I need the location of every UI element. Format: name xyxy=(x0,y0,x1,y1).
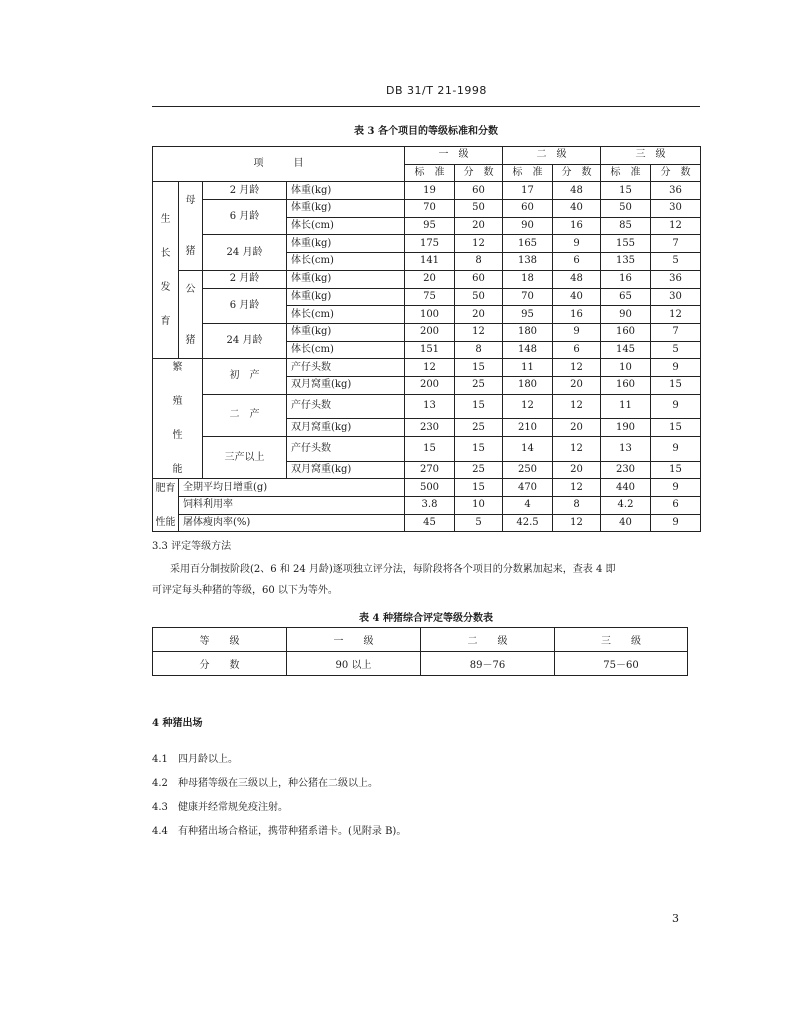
clause-number: 4.3 xyxy=(152,802,168,813)
grade1-score: 90 以上 xyxy=(287,652,421,676)
value-cell: 8 xyxy=(455,253,503,271)
value-cell: 40 xyxy=(601,514,651,532)
table-row xyxy=(153,288,701,306)
value-cell: 9 xyxy=(651,359,701,377)
value-cell: 20 xyxy=(553,461,601,479)
value-cell: 12 xyxy=(405,359,455,377)
table-row xyxy=(153,394,701,419)
value-cell: 151 xyxy=(405,341,455,359)
value-cell: 15 xyxy=(601,182,651,200)
standard-header: 标 准 xyxy=(405,164,455,182)
section-3-3-paragraph-line2: 可评定每头种猪的等级，60 以下为等外。 xyxy=(152,585,338,596)
item-cell: 全期平均日增重(g) xyxy=(179,479,405,497)
value-cell: 148 xyxy=(503,341,553,359)
value-cell: 18 xyxy=(503,270,553,288)
value-cell: 15 xyxy=(651,376,701,394)
score-header: 分 数 xyxy=(553,164,601,182)
value-cell: 36 xyxy=(651,270,701,288)
section-4-title: 4 种猪出场 xyxy=(152,718,203,729)
parity-label: 三产以上 xyxy=(203,436,287,478)
table-header-row xyxy=(153,147,701,165)
value-cell: 20 xyxy=(455,217,503,235)
value-cell: 440 xyxy=(601,479,651,497)
item-cell: 产仔头数 xyxy=(287,436,405,461)
section-3-3-title: 3.3 评定等级方法 xyxy=(152,541,232,552)
value-cell: 16 xyxy=(553,217,601,235)
value-cell: 65 xyxy=(601,288,651,306)
grade1-header: 一 级 xyxy=(405,147,503,165)
value-cell: 7 xyxy=(651,235,701,253)
table-row xyxy=(153,652,688,676)
value-cell: 30 xyxy=(651,200,701,218)
value-cell: 12 xyxy=(553,514,601,532)
table-row xyxy=(153,270,701,288)
value-cell: 270 xyxy=(405,461,455,479)
value-cell: 190 xyxy=(601,419,651,437)
value-cell: 250 xyxy=(503,461,553,479)
value-cell: 8 xyxy=(553,496,601,514)
value-cell: 180 xyxy=(503,376,553,394)
value-cell: 20 xyxy=(455,306,503,324)
value-cell: 180 xyxy=(503,323,553,341)
repro-label: 繁 殖 性 能 xyxy=(153,359,203,479)
value-cell: 50 xyxy=(455,200,503,218)
value-cell: 25 xyxy=(455,376,503,394)
value-cell: 70 xyxy=(405,200,455,218)
value-cell: 12 xyxy=(455,323,503,341)
value-cell: 17 xyxy=(503,182,553,200)
parity-label: 二 产 xyxy=(203,394,287,436)
item-cell: 体长(cm) xyxy=(287,253,405,271)
item-cell: 体重(kg) xyxy=(287,235,405,253)
grade-header: 等 级 xyxy=(153,628,287,652)
table-row xyxy=(153,496,701,514)
item-cell: 体重(kg) xyxy=(287,270,405,288)
value-cell: 200 xyxy=(405,323,455,341)
value-cell: 75 xyxy=(405,288,455,306)
value-cell: 48 xyxy=(553,182,601,200)
value-cell: 15 xyxy=(455,359,503,377)
age-label: 2 月龄 xyxy=(203,270,287,288)
fatten-label: 肥育 性能 xyxy=(153,479,179,532)
item-cell: 产仔头数 xyxy=(287,359,405,377)
clause-number: 4.4 xyxy=(152,826,168,837)
header-rule xyxy=(152,106,700,107)
table-row xyxy=(153,182,701,200)
grade-standard-table xyxy=(152,146,701,532)
value-cell: 16 xyxy=(601,270,651,288)
item-cell: 体长(cm) xyxy=(287,217,405,235)
value-cell: 20 xyxy=(553,376,601,394)
item-cell: 体重(kg) xyxy=(287,288,405,306)
value-cell: 10 xyxy=(455,496,503,514)
value-cell: 12 xyxy=(553,436,601,461)
score-header: 分 数 xyxy=(455,164,503,182)
value-cell: 12 xyxy=(553,359,601,377)
value-cell: 145 xyxy=(601,341,651,359)
value-cell: 15 xyxy=(455,479,503,497)
value-cell: 16 xyxy=(553,306,601,324)
age-label: 6 月龄 xyxy=(203,288,287,323)
value-cell: 4.2 xyxy=(601,496,651,514)
value-cell: 9 xyxy=(651,479,701,497)
value-cell: 8 xyxy=(455,341,503,359)
value-cell: 15 xyxy=(651,461,701,479)
value-cell: 12 xyxy=(455,235,503,253)
table-row xyxy=(153,359,701,377)
value-cell: 60 xyxy=(455,182,503,200)
table4-caption: 表 4 种猪综合评定等级分数表 xyxy=(359,613,493,624)
grade2-header: 二 级 xyxy=(503,147,601,165)
sow-label: 母 猪 xyxy=(179,182,203,270)
value-cell: 90 xyxy=(503,217,553,235)
value-cell: 15 xyxy=(455,436,503,461)
boar-label: 公 猪 xyxy=(179,270,203,358)
item-cell: 饲料利用率 xyxy=(179,496,405,514)
value-cell: 100 xyxy=(405,306,455,324)
parity-label: 初 产 xyxy=(203,359,287,394)
value-cell: 230 xyxy=(405,419,455,437)
value-cell: 95 xyxy=(405,217,455,235)
value-cell: 12 xyxy=(651,306,701,324)
value-cell: 36 xyxy=(651,182,701,200)
clause-text: 健康并经常规免疫注射。 xyxy=(178,802,288,813)
grade-score-table xyxy=(152,627,688,676)
page-number: 3 xyxy=(672,912,679,925)
value-cell: 14 xyxy=(503,436,553,461)
item-cell: 体重(kg) xyxy=(287,182,405,200)
value-cell: 175 xyxy=(405,235,455,253)
table-row xyxy=(153,200,701,218)
value-cell: 13 xyxy=(601,436,651,461)
table-row xyxy=(153,514,701,532)
clause-text: 种母猪等级在三级以上，种公猪在二级以上。 xyxy=(178,778,378,789)
value-cell: 135 xyxy=(601,253,651,271)
value-cell: 50 xyxy=(601,200,651,218)
item-cell: 体长(cm) xyxy=(287,306,405,324)
value-cell: 42.5 xyxy=(503,514,553,532)
value-cell: 12 xyxy=(503,394,553,419)
value-cell: 165 xyxy=(503,235,553,253)
value-cell: 20 xyxy=(405,270,455,288)
value-cell: 15 xyxy=(405,436,455,461)
standard-code: DB 31/T 21-1998 xyxy=(386,84,487,97)
value-cell: 6 xyxy=(553,253,601,271)
table-row xyxy=(153,479,701,497)
value-cell: 6 xyxy=(651,496,701,514)
value-cell: 25 xyxy=(455,461,503,479)
growth-label: 生 长 发 育 xyxy=(153,182,179,359)
value-cell: 48 xyxy=(553,270,601,288)
value-cell: 20 xyxy=(553,419,601,437)
value-cell: 11 xyxy=(601,394,651,419)
age-label: 24 月龄 xyxy=(203,235,287,270)
standard-header: 标 准 xyxy=(601,164,651,182)
age-label: 24 月龄 xyxy=(203,323,287,358)
table3-caption: 表 3 各个项目的等级标准和分数 xyxy=(354,126,498,137)
value-cell: 70 xyxy=(503,288,553,306)
clause-4-2 xyxy=(152,774,378,789)
value-cell: 19 xyxy=(405,182,455,200)
value-cell: 50 xyxy=(455,288,503,306)
value-cell: 9 xyxy=(553,323,601,341)
value-cell: 4 xyxy=(503,496,553,514)
grade1-header: 一 级 xyxy=(287,628,421,652)
clause-text: 四月龄以上。 xyxy=(178,754,238,765)
clause-4-4 xyxy=(152,822,406,837)
clause-number: 4.2 xyxy=(152,778,168,789)
grade2-header: 二 级 xyxy=(421,628,555,652)
table-row xyxy=(153,323,701,341)
value-cell: 13 xyxy=(405,394,455,419)
value-cell: 60 xyxy=(455,270,503,288)
value-cell: 11 xyxy=(503,359,553,377)
item-cell: 体长(cm) xyxy=(287,341,405,359)
table-row xyxy=(153,436,701,461)
clause-number: 4.1 xyxy=(152,754,168,765)
value-cell: 500 xyxy=(405,479,455,497)
value-cell: 160 xyxy=(601,323,651,341)
value-cell: 12 xyxy=(553,394,601,419)
value-cell: 5 xyxy=(651,253,701,271)
value-cell: 9 xyxy=(651,394,701,419)
grade3-score: 75－60 xyxy=(555,652,688,676)
score-label: 分 数 xyxy=(153,652,287,676)
item-cell: 体重(kg) xyxy=(287,323,405,341)
clause-4-3 xyxy=(152,798,288,813)
value-cell: 210 xyxy=(503,419,553,437)
clause-4-1 xyxy=(152,750,238,765)
value-cell: 90 xyxy=(601,306,651,324)
value-cell: 10 xyxy=(601,359,651,377)
age-label: 6 月龄 xyxy=(203,200,287,235)
table-row xyxy=(153,235,701,253)
grade2-score: 89－76 xyxy=(421,652,555,676)
value-cell: 9 xyxy=(651,436,701,461)
standard-header: 标 准 xyxy=(503,164,553,182)
grade3-header: 三 级 xyxy=(601,147,701,165)
item-cell: 双月窝重(kg) xyxy=(287,461,405,479)
value-cell: 25 xyxy=(455,419,503,437)
clause-text: 有种猪出场合格证，携带种猪系谱卡。(见附录 B)。 xyxy=(178,826,407,837)
value-cell: 15 xyxy=(651,419,701,437)
value-cell: 95 xyxy=(503,306,553,324)
value-cell: 5 xyxy=(455,514,503,532)
value-cell: 40 xyxy=(553,200,601,218)
value-cell: 9 xyxy=(553,235,601,253)
score-header: 分 数 xyxy=(651,164,701,182)
value-cell: 15 xyxy=(455,394,503,419)
value-cell: 12 xyxy=(651,217,701,235)
value-cell: 60 xyxy=(503,200,553,218)
item-cell: 产仔头数 xyxy=(287,394,405,419)
value-cell: 85 xyxy=(601,217,651,235)
value-cell: 141 xyxy=(405,253,455,271)
table-row xyxy=(153,628,688,652)
value-cell: 6 xyxy=(553,341,601,359)
value-cell: 3.8 xyxy=(405,496,455,514)
value-cell: 470 xyxy=(503,479,553,497)
item-header: 项 目 xyxy=(153,147,405,182)
value-cell: 7 xyxy=(651,323,701,341)
value-cell: 230 xyxy=(601,461,651,479)
value-cell: 12 xyxy=(553,479,601,497)
age-label: 2 月龄 xyxy=(203,182,287,200)
value-cell: 160 xyxy=(601,376,651,394)
item-cell: 双月窝重(kg) xyxy=(287,376,405,394)
value-cell: 40 xyxy=(553,288,601,306)
item-cell: 体重(kg) xyxy=(287,200,405,218)
grade3-header: 三 级 xyxy=(555,628,688,652)
value-cell: 155 xyxy=(601,235,651,253)
value-cell: 30 xyxy=(651,288,701,306)
value-cell: 138 xyxy=(503,253,553,271)
value-cell: 45 xyxy=(405,514,455,532)
item-cell: 屠体瘦肉率(%) xyxy=(179,514,405,532)
item-cell: 双月窝重(kg) xyxy=(287,419,405,437)
section-3-3-paragraph-line1: 采用百分制按阶段(2、6 和 24 月龄)逐项独立评分法，每阶段将各个项目的分数累加起来，查表 4 即 xyxy=(170,564,616,575)
value-cell: 9 xyxy=(651,514,701,532)
value-cell: 5 xyxy=(651,341,701,359)
value-cell: 200 xyxy=(405,376,455,394)
